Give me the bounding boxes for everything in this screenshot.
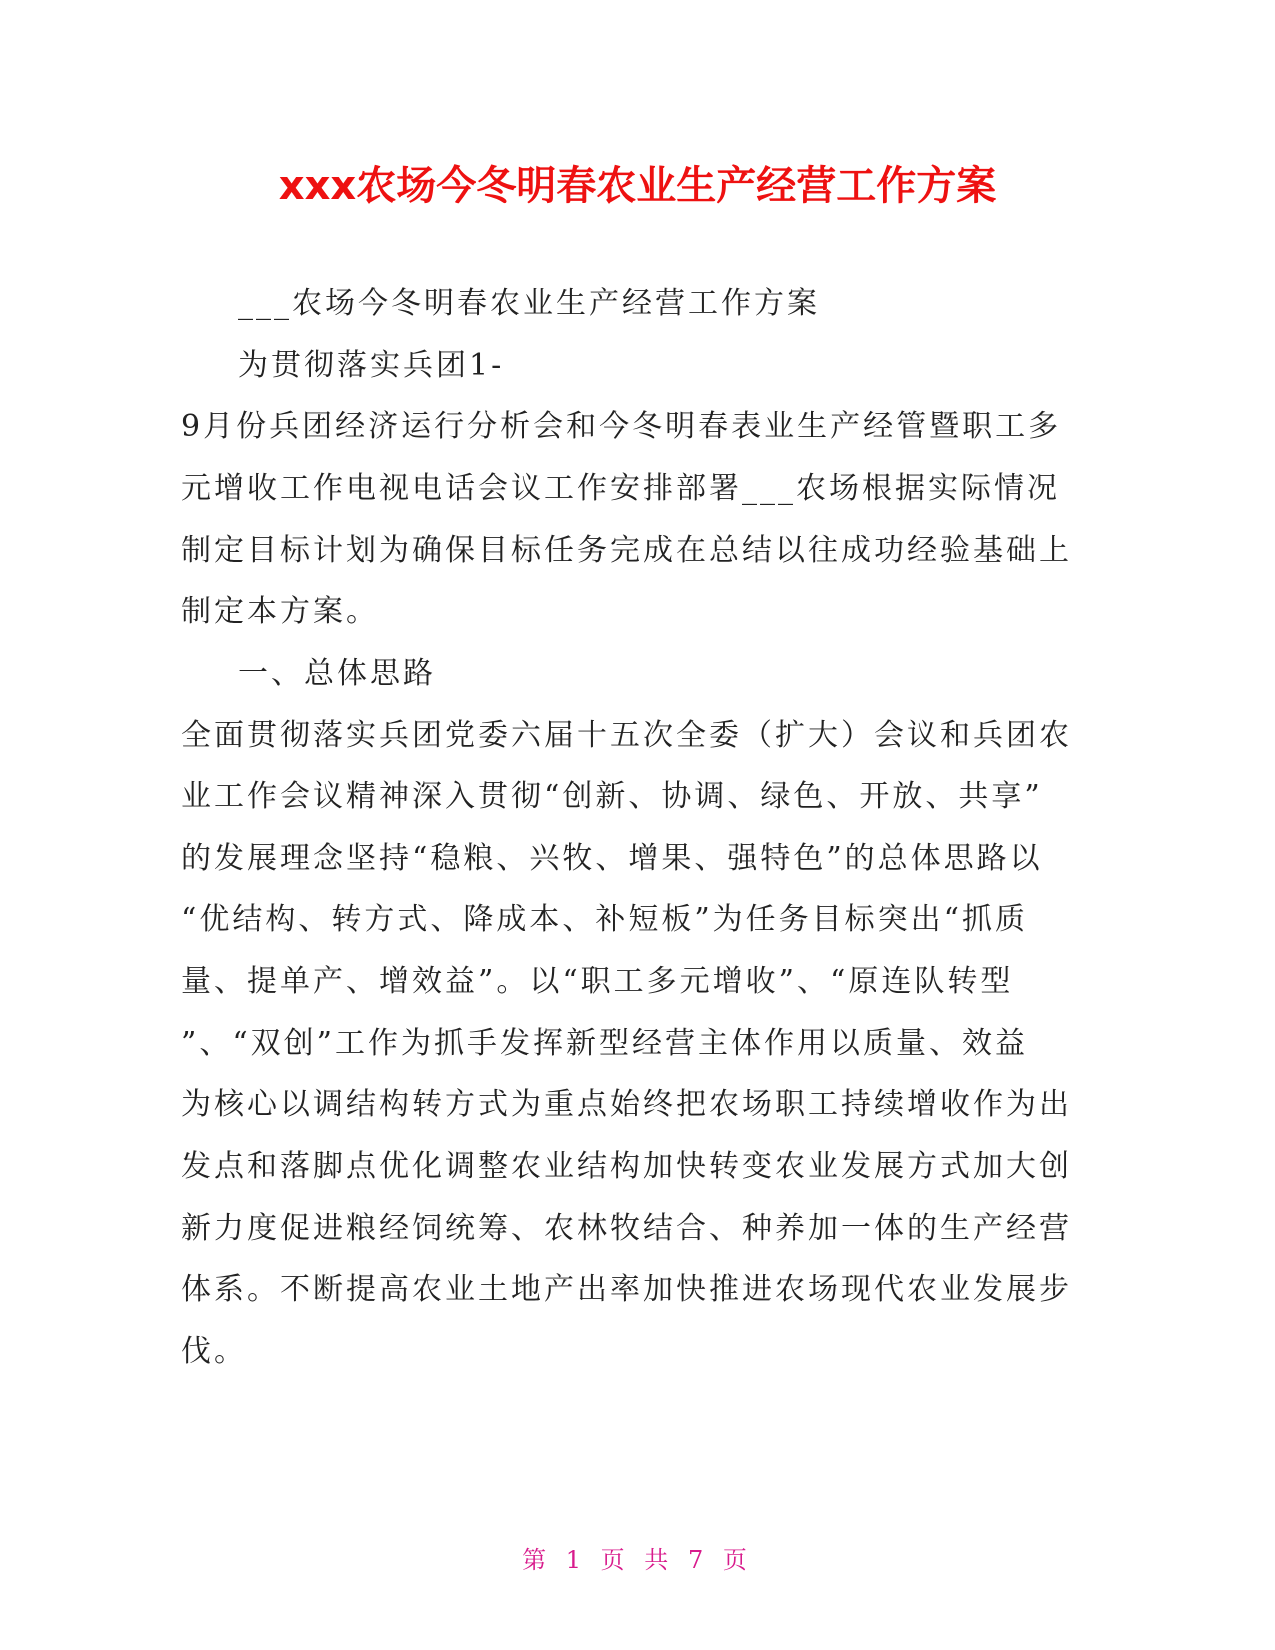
paragraph-line: 量、提单产、增效益”。以“职工多元增收”、“原连队转型 (181, 964, 1014, 999)
page-footer: 第 1 页 共 7 页 (522, 1546, 753, 1574)
paragraph-line: 元增收工作电视电话会议工作安排部署___农场根据实际情况 (181, 471, 1060, 506)
paragraph-line: 新力度促进粮经饲统筹、农林牧结合、种养加一体的生产经营 (181, 1211, 1072, 1246)
paragraph-line: 制定本方案。 (181, 594, 379, 629)
paragraph-line: 为核心以调结构转方式为重点始终把农场职工持续增收作为出 (181, 1087, 1072, 1122)
section-heading: 一、总体思路 (238, 656, 436, 691)
paragraph-line: 9月份兵团经济运行分析会和今冬明春表业生产经管暨职工多 (181, 409, 1062, 444)
paragraph-line: 的发展理念坚持“稳粮、兴牧、增果、强特色”的总体思路以 (181, 841, 1043, 876)
paragraph-line: “优结构、转方式、降成本、补短板”为任务目标突出“抓质 (181, 902, 1029, 937)
paragraph-line: 为贯彻落实兵团1- (238, 348, 505, 383)
paragraph-line: ”、“双创”工作为抓手发挥新型经营主体作用以质量、效益 (181, 1026, 1029, 1061)
paragraph-line: 制定目标计划为确保目标任务完成在总结以往成功经验基础上 (181, 533, 1072, 568)
paragraph-line: 发点和落脚点优化调整农业结构加快转变农业发展方式加大创 (181, 1149, 1072, 1184)
paragraph-line: 体系。不断提高农业土地产出率加快推进农场现代农业发展步 (181, 1272, 1072, 1307)
paragraph-line: 伐。 (181, 1334, 247, 1369)
paragraph-line: 业工作会议精神深入贯彻“创新、协调、绿色、开放、共享” (181, 779, 1043, 814)
subtitle-line: ___农场今冬明春农业生产经营工作方案 (238, 286, 820, 321)
document-title: xxx农场今冬明春农业生产经营工作方案 (278, 163, 997, 209)
paragraph-line: 全面贯彻落实兵团党委六届十五次全委（扩大）会议和兵团农 (181, 718, 1072, 753)
